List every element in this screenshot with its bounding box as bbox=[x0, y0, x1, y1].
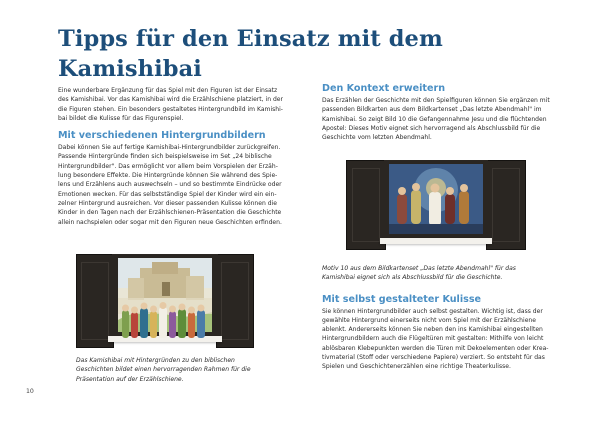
caption-line: Motiv 10 aus dem Bildkartenset „Das letzte Abendmahl" für das bbox=[322, 265, 516, 272]
caption-abendmahl bbox=[322, 264, 552, 283]
left-column bbox=[58, 86, 304, 227]
caption-line: Das Kamishibai mit Hintergründen zu den biblischen bbox=[76, 357, 235, 364]
kamishibai-left-door bbox=[76, 254, 114, 348]
kamishibai-right-door bbox=[486, 160, 526, 250]
intro-line: die Figuren stehen. Ein besonders gestaltetes Hintergrundbild im Kamishi- bbox=[58, 105, 283, 113]
paragraph-line: ablösbaren Klebepunkten werden die Türen mit Dekoelementen oder Krea- bbox=[322, 344, 549, 352]
intro-line: Eine wunderbare Ergänzung für das Spiel mit den Figuren ist der Einsatz bbox=[58, 87, 278, 94]
section-hintergrundbilder-paragraph bbox=[58, 143, 304, 227]
intro-line: bai bildet die Kulisse für das Figurenspiel. bbox=[58, 114, 184, 122]
paragraph-line: Kinder in den Tagen nach der Erzählschienen-Präsentation die Geschichte bbox=[58, 209, 282, 217]
page-number: 10 bbox=[26, 388, 34, 395]
wooden-figures-group bbox=[120, 302, 212, 340]
kamishibai-photo-abendmahl bbox=[346, 156, 526, 256]
paragraph-line: Emotionen wecken. Für das selbstständige Spiel der Kinder wird ein ein- bbox=[58, 190, 277, 198]
paragraph-line: passenden Bildkarten aus dem Bildkartenset „Das letzte Abendmahl" im bbox=[322, 106, 542, 114]
kamishibai-photo-jerusalem bbox=[76, 252, 254, 352]
paragraph-line: Sie können Hintergrundbilder auch selbst gestalten. Wichtig ist, dass der bbox=[322, 307, 543, 315]
section-kulisse-paragraph bbox=[322, 307, 552, 372]
paragraph-line: Apostel: Dieses Motiv eignet sich hervorragend als Abschlussbild für die bbox=[322, 124, 541, 132]
paragraph-line: Hintergrundbildern auch die Flügeltüren mit gestalten: Mithilfe von leicht bbox=[322, 335, 544, 343]
intro-paragraph bbox=[58, 86, 304, 123]
paragraph-line: lens und Erzählens auch auswechseln – und so bestimmte Eindrücke oder bbox=[58, 181, 282, 189]
caption-line: Geschichten bildet einen hervorragenden Rahmen für die bbox=[76, 366, 251, 374]
paragraph-line: Hintergrundbilder". Das ermöglicht vor allem beim Vorspielen der Erzäh- bbox=[58, 162, 278, 170]
caption-jerusalem bbox=[76, 356, 296, 384]
section-kontext-paragraph bbox=[322, 96, 550, 142]
paragraph-line: lung besondere Effekte. Die Hintergründe können Sie während des Spie- bbox=[58, 172, 278, 180]
kamishibai-left-door bbox=[346, 160, 386, 250]
right-column bbox=[322, 82, 550, 142]
page-title: Tipps für den Einsatz mit dem Kamishibai bbox=[58, 26, 443, 82]
paragraph-line: Spielen und Geschichtenerzählen eine richtige Theaterkulisse. bbox=[322, 363, 511, 371]
left-caption-block bbox=[76, 356, 296, 384]
intro-line: des Kamishibai. Vor das Kamishibai wird die Erzählschiene platziert, in der bbox=[58, 96, 283, 104]
paragraph-line: zelner Hintergrund ausreichen. Vor dieser passenden Kulisse können die bbox=[58, 199, 277, 207]
paragraph-line: ablenkt. Andererseits können Sie neben den ins Kamishibai eingestellten bbox=[322, 326, 543, 334]
story-rail bbox=[380, 238, 492, 244]
section-heading-kulisse: Mit selbst gestalteter Kulisse bbox=[322, 293, 482, 305]
section-heading-hintergrundbilder: Mit verschiedenen Hintergrundbildern bbox=[58, 130, 266, 142]
caption-line: Kamishibai eignet sich als Abschlussbild für die Geschichte. bbox=[322, 274, 503, 282]
paragraph-line: Das Erzählen der Geschichte mit den Spielfiguren können Sie ergänzen mit bbox=[322, 97, 550, 104]
picture-card-motif-10 bbox=[389, 164, 483, 234]
section-heading-kontext: Den Kontext erweitern bbox=[322, 83, 446, 94]
arrest-scene-illustration bbox=[389, 164, 483, 234]
paragraph-line: Kamishibai. So zeigt Bild 10 die Gefangennahme Jesu und die flüchtenden bbox=[322, 115, 547, 123]
paragraph-line: allein nachspielen oder sogar mit den Figuren neue Geschichten erfinden. bbox=[58, 218, 282, 226]
kamishibai-right-door bbox=[216, 254, 254, 348]
paragraph-line: tivmaterial (Stoff oder verschiedene Papiere) verziert. So entsteht für das bbox=[322, 354, 545, 362]
paragraph-line: Geschichte vom letzten Abendmahl. bbox=[322, 134, 432, 142]
paragraph-line: gewählte Hintergrund einerseits nicht vom Spiel mit der Erzählschiene bbox=[322, 316, 536, 324]
paragraph-line: Dabei können Sie auf fertige Kamishibai-Hintergrundbilder zurückgreifen. bbox=[58, 144, 281, 152]
paragraph-line: Passende Hintergründe finden sich beispielsweise im Set „24 biblische bbox=[58, 153, 272, 161]
caption-line: Präsentation auf der Erzählschiene. bbox=[76, 375, 184, 383]
right-caption-block bbox=[322, 264, 552, 372]
